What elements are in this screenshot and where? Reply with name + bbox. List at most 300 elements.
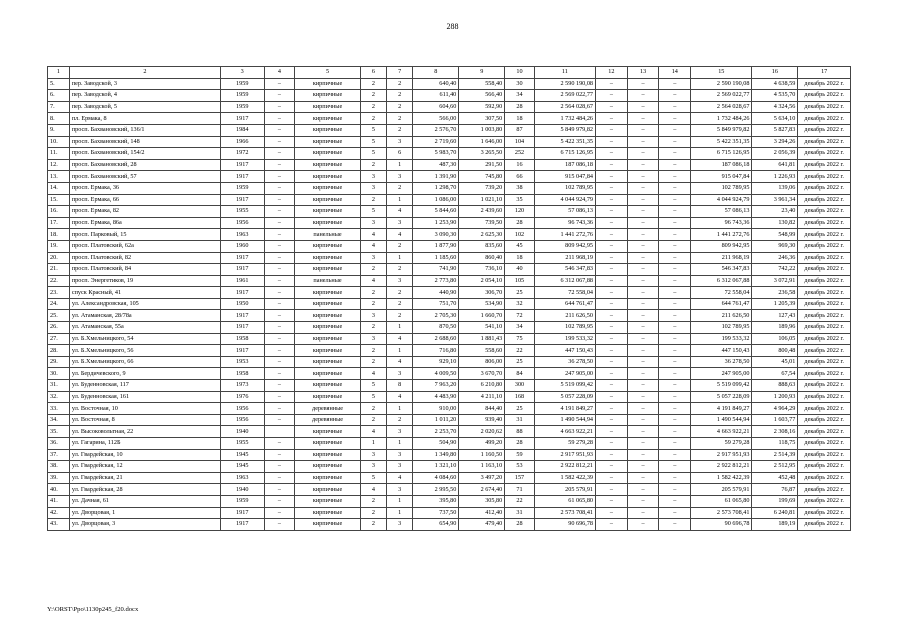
table-row: [48, 345, 851, 357]
table-cell: –: [596, 484, 628, 496]
table-cell: кирпичные: [295, 298, 361, 310]
table-cell: 1960: [220, 240, 264, 252]
table-cell: –: [659, 414, 691, 426]
table-cell: 35.: [48, 426, 70, 438]
table-cell: 30.: [48, 368, 70, 380]
table-cell: 844,40: [459, 403, 505, 415]
table-cell: 8: [387, 380, 413, 392]
table-cell: 860,40: [459, 252, 505, 264]
table-cell: –: [627, 438, 659, 450]
column-header: 9: [459, 67, 505, 79]
table-cell: ул. Бердичевского, 9: [69, 368, 220, 380]
table-cell: кирпичные: [295, 322, 361, 334]
table-row: [48, 113, 851, 125]
table-cell: декабрь 2022 г.: [798, 322, 851, 334]
table-cell: 2: [360, 113, 386, 125]
table-cell: 2: [387, 287, 413, 299]
table-cell: 2: [360, 414, 386, 426]
column-header: 15: [691, 67, 752, 79]
table-cell: 1953: [220, 356, 264, 368]
table-cell: –: [627, 449, 659, 461]
table-cell: 90 696,78: [691, 519, 752, 531]
table-cell: 14.: [48, 182, 70, 194]
table-cell: 2: [360, 101, 386, 113]
table-cell: –: [264, 148, 295, 160]
table-row: [48, 507, 851, 519]
table-cell: кирпичные: [295, 194, 361, 206]
table-cell: –: [627, 171, 659, 183]
table-row: [48, 78, 851, 90]
table-cell: 915 047,84: [534, 171, 595, 183]
table-row: [48, 287, 851, 299]
table-cell: 2 569 022,77: [691, 90, 752, 102]
table-cell: 4 044 924,79: [534, 194, 595, 206]
table-cell: кирпичные: [295, 449, 361, 461]
table-cell: 1: [387, 322, 413, 334]
column-header: 11: [534, 67, 595, 79]
table-cell: кирпичные: [295, 78, 361, 90]
table-cell: 2: [387, 113, 413, 125]
table-row: [48, 356, 851, 368]
table-cell: 32.: [48, 391, 70, 403]
table-cell: 4: [360, 368, 386, 380]
table-cell: просп. Бахвановский, 57: [69, 171, 220, 183]
table-cell: –: [659, 380, 691, 392]
table-cell: 1 877,90: [413, 240, 459, 252]
table-cell: 120: [505, 206, 535, 218]
table-cell: 5: [360, 136, 386, 148]
table-cell: –: [596, 206, 628, 218]
table-row: [48, 229, 851, 241]
table-cell: декабрь 2022 г.: [798, 507, 851, 519]
table-cell: –: [627, 206, 659, 218]
table-cell: декабрь 2022 г.: [798, 78, 851, 90]
table-cell: 2 917 951,93: [691, 449, 752, 461]
table-cell: –: [659, 90, 691, 102]
table-cell: 2: [387, 240, 413, 252]
column-header: 5: [295, 67, 361, 79]
table-cell: –: [596, 391, 628, 403]
table-cell: –: [596, 333, 628, 345]
table-cell: ул. Александровская, 105: [69, 298, 220, 310]
table-cell: кирпичные: [295, 391, 361, 403]
table-row: [48, 403, 851, 415]
table-cell: 12.: [48, 159, 70, 171]
table-cell: 96 743,36: [691, 217, 752, 229]
table-cell: 36.: [48, 438, 70, 450]
table-cell: 447 150,43: [534, 345, 595, 357]
table-cell: декабрь 2022 г.: [798, 356, 851, 368]
table-cell: декабрь 2022 г.: [798, 217, 851, 229]
table-cell: –: [264, 194, 295, 206]
table-cell: декабрь 2022 г.: [798, 206, 851, 218]
table-cell: 546 347,83: [691, 264, 752, 276]
table-cell: –: [264, 519, 295, 531]
table-cell: декабрь 2022 г.: [798, 101, 851, 113]
table-cell: –: [596, 194, 628, 206]
table-cell: панельные: [295, 275, 361, 287]
table-cell: 4 191 849,27: [691, 403, 752, 415]
table-cell: 2: [387, 182, 413, 194]
table-cell: 4: [360, 229, 386, 241]
table-cell: 1: [387, 194, 413, 206]
table-cell: 71: [505, 484, 535, 496]
table-cell: 2 569 022,77: [534, 90, 595, 102]
table-cell: 611,40: [413, 90, 459, 102]
table-cell: 16.: [48, 206, 70, 218]
table-cell: –: [627, 507, 659, 519]
table-cell: 4 084,60: [413, 472, 459, 484]
table-cell: 211 626,50: [534, 310, 595, 322]
table-cell: 2: [360, 159, 386, 171]
table-cell: 800,48: [752, 345, 798, 357]
table-cell: 969,30: [752, 240, 798, 252]
table-cell: –: [627, 391, 659, 403]
table-cell: 102 789,95: [534, 322, 595, 334]
table-cell: 1 582 422,39: [534, 472, 595, 484]
table-cell: 34.: [48, 414, 70, 426]
footer-file-path: Y:\ORST\Ppo\1130p245_f20.docx: [47, 606, 139, 613]
table-cell: 452,48: [752, 472, 798, 484]
column-header: 1: [48, 67, 70, 79]
table-cell: 640,40: [413, 78, 459, 90]
table-cell: 168: [505, 391, 535, 403]
table-cell: 7 963,20: [413, 380, 459, 392]
table-cell: 7.: [48, 101, 70, 113]
table-cell: 57 086,13: [534, 206, 595, 218]
table-cell: –: [264, 507, 295, 519]
table-cell: –: [596, 426, 628, 438]
table-cell: 305,80: [459, 495, 505, 507]
table-cell: –: [596, 368, 628, 380]
table-cell: 72: [505, 310, 535, 322]
table-cell: 20.: [48, 252, 70, 264]
table-cell: 1 086,00: [413, 194, 459, 206]
table-cell: спуск Красный, 41: [69, 287, 220, 299]
table-cell: –: [596, 148, 628, 160]
table-cell: –: [659, 240, 691, 252]
table-cell: 96 743,36: [534, 217, 595, 229]
column-header: 2: [69, 67, 220, 79]
table-cell: –: [659, 252, 691, 264]
table-cell: –: [659, 148, 691, 160]
table-cell: –: [659, 136, 691, 148]
table-cell: –: [596, 182, 628, 194]
table-cell: –: [627, 495, 659, 507]
table-cell: 10.: [48, 136, 70, 148]
table-cell: 739,50: [459, 217, 505, 229]
table-cell: кирпичные: [295, 101, 361, 113]
table-cell: 1945: [220, 449, 264, 461]
table-cell: 1 732 484,26: [534, 113, 595, 125]
table-cell: 4: [387, 229, 413, 241]
table-cell: –: [659, 78, 691, 90]
table-cell: 1917: [220, 507, 264, 519]
table-cell: 736,10: [459, 264, 505, 276]
table-cell: –: [659, 426, 691, 438]
table-cell: 2: [360, 345, 386, 357]
table-cell: 5: [360, 472, 386, 484]
table-cell: 75: [505, 333, 535, 345]
table-cell: 5 827,83: [752, 124, 798, 136]
column-header: 6: [360, 67, 386, 79]
table-cell: 28: [505, 217, 535, 229]
table-cell: 57 086,13: [691, 206, 752, 218]
table-cell: 1 441 272,76: [534, 229, 595, 241]
table-cell: –: [627, 124, 659, 136]
table-cell: просп. Ермака, 86а: [69, 217, 220, 229]
table-cell: 447 150,43: [691, 345, 752, 357]
table-cell: 39.: [48, 472, 70, 484]
table-cell: –: [264, 356, 295, 368]
table-cell: 4 191 849,27: [534, 403, 595, 415]
table-cell: ул. Б.Хмельницкого, 66: [69, 356, 220, 368]
table-cell: –: [627, 252, 659, 264]
table-cell: 5 422 351,35: [534, 136, 595, 148]
table-cell: 1917: [220, 322, 264, 334]
table-cell: –: [264, 78, 295, 90]
table-cell: 2 573 708,41: [534, 507, 595, 519]
table-cell: 18: [505, 252, 535, 264]
table-cell: 4 638,59: [752, 78, 798, 90]
table-cell: 34: [505, 322, 535, 334]
table-cell: 61 065,80: [691, 495, 752, 507]
table-cell: ул. Восточная, 8: [69, 414, 220, 426]
table-cell: –: [627, 229, 659, 241]
table-cell: –: [627, 310, 659, 322]
table-cell: декабрь 2022 г.: [798, 159, 851, 171]
table-row: [48, 426, 851, 438]
table-cell: 4: [387, 206, 413, 218]
table-cell: 2 253,70: [413, 426, 459, 438]
table-cell: –: [264, 90, 295, 102]
table-cell: –: [627, 101, 659, 113]
table-cell: 3: [387, 171, 413, 183]
table-cell: –: [596, 90, 628, 102]
table-cell: пл. Ермака, 8: [69, 113, 220, 125]
table-cell: 28: [505, 438, 535, 450]
table-cell: 1917: [220, 264, 264, 276]
table-cell: 5: [360, 380, 386, 392]
table-cell: 2 056,39: [752, 148, 798, 160]
table-cell: 487,30: [413, 159, 459, 171]
table-cell: 741,90: [413, 264, 459, 276]
table-cell: ул. Дачная, 61: [69, 495, 220, 507]
table-cell: –: [596, 264, 628, 276]
table-cell: 1 490 544,94: [534, 414, 595, 426]
table-cell: 870,50: [413, 322, 459, 334]
table-cell: декабрь 2022 г.: [798, 171, 851, 183]
table-cell: –: [659, 194, 691, 206]
table-cell: 1955: [220, 438, 264, 450]
buildings-table: [47, 66, 851, 531]
table-cell: 189,19: [752, 519, 798, 531]
table-cell: 5 849 979,82: [691, 124, 752, 136]
table-row: [48, 438, 851, 450]
table-cell: 205 579,91: [691, 484, 752, 496]
table-cell: 4 663 922,21: [691, 426, 752, 438]
table-cell: кирпичные: [295, 380, 361, 392]
table-cell: –: [264, 414, 295, 426]
table-cell: –: [596, 310, 628, 322]
table-cell: –: [264, 287, 295, 299]
table-row: [48, 101, 851, 113]
table-cell: –: [264, 159, 295, 171]
table-cell: 102: [505, 229, 535, 241]
table-cell: 1: [387, 159, 413, 171]
table-cell: 809 942,95: [691, 240, 752, 252]
table-cell: декабрь 2022 г.: [798, 252, 851, 264]
table-cell: кирпичные: [295, 113, 361, 125]
table-cell: 211 968,19: [691, 252, 752, 264]
table-cell: декабрь 2022 г.: [798, 438, 851, 450]
table-row: [48, 124, 851, 136]
table-cell: 1 003,80: [459, 124, 505, 136]
table-cell: 211 626,50: [691, 310, 752, 322]
table-cell: –: [264, 240, 295, 252]
table-cell: –: [659, 495, 691, 507]
table-cell: кирпичные: [295, 217, 361, 229]
table-cell: 395,80: [413, 495, 459, 507]
table-cell: кирпичные: [295, 356, 361, 368]
table-cell: 40.: [48, 484, 70, 496]
table-cell: ул. Буденновская, 117: [69, 380, 220, 392]
table-cell: кирпичные: [295, 287, 361, 299]
table-cell: 2: [360, 194, 386, 206]
table-cell: кирпичные: [295, 171, 361, 183]
table-cell: 26.: [48, 322, 70, 334]
table-cell: 22: [505, 495, 535, 507]
table-cell: декабрь 2022 г.: [798, 449, 851, 461]
table-cell: декабрь 2022 г.: [798, 287, 851, 299]
table-cell: ул. Высоковольтная, 22: [69, 426, 220, 438]
table-cell: –: [596, 78, 628, 90]
table-cell: –: [596, 240, 628, 252]
table-cell: 1940: [220, 484, 264, 496]
table-row: [48, 171, 851, 183]
table-cell: 1 205,39: [752, 298, 798, 310]
table-cell: декабрь 2022 г.: [798, 495, 851, 507]
table-cell: 15.: [48, 194, 70, 206]
table-cell: 247 905,00: [534, 368, 595, 380]
table-cell: 40: [505, 264, 535, 276]
table-cell: ул. Буденновская, 161: [69, 391, 220, 403]
table-cell: 3 497,20: [459, 472, 505, 484]
table-cell: –: [596, 298, 628, 310]
table-cell: 2 922 812,21: [534, 461, 595, 473]
table-cell: 87: [505, 124, 535, 136]
table-cell: –: [627, 472, 659, 484]
table-cell: –: [596, 275, 628, 287]
table-cell: –: [264, 182, 295, 194]
table-cell: просп. Ермака, 66: [69, 194, 220, 206]
table-cell: –: [264, 472, 295, 484]
table-cell: 6 715 126,95: [691, 148, 752, 160]
table-cell: –: [627, 403, 659, 415]
table-cell: 1 321,10: [413, 461, 459, 473]
table-cell: –: [596, 356, 628, 368]
table-cell: 1 441 272,76: [691, 229, 752, 241]
table-cell: 1917: [220, 310, 264, 322]
table-cell: –: [627, 194, 659, 206]
table-row: [48, 368, 851, 380]
table-cell: 2: [360, 519, 386, 531]
table-cell: 1963: [220, 229, 264, 241]
table-cell: декабрь 2022 г.: [798, 124, 851, 136]
table-cell: –: [659, 182, 691, 194]
table-cell: кирпичные: [295, 310, 361, 322]
table-cell: 546 347,83: [534, 264, 595, 276]
table-cell: 1: [387, 507, 413, 519]
table-cell: –: [264, 438, 295, 450]
table-cell: 2 917 951,93: [534, 449, 595, 461]
table-cell: 3 961,34: [752, 194, 798, 206]
table-cell: 2 674,40: [459, 484, 505, 496]
table-cell: –: [627, 113, 659, 125]
table-cell: кирпичные: [295, 333, 361, 345]
table-cell: 412,40: [459, 507, 505, 519]
table-cell: 88: [505, 426, 535, 438]
table-cell: –: [659, 356, 691, 368]
table-cell: 1956: [220, 414, 264, 426]
table-cell: 2 054,10: [459, 275, 505, 287]
table-cell: 939,40: [459, 414, 505, 426]
table-header-row: [48, 67, 851, 79]
table-cell: 1 881,43: [459, 333, 505, 345]
table-cell: –: [627, 380, 659, 392]
table-cell: –: [627, 484, 659, 496]
table-cell: 45: [505, 240, 535, 252]
table-cell: 4 009,50: [413, 368, 459, 380]
table-row: [48, 206, 851, 218]
table-cell: кирпичные: [295, 472, 361, 484]
table-cell: 22: [505, 345, 535, 357]
table-cell: 1956: [220, 217, 264, 229]
table-cell: кирпичные: [295, 148, 361, 160]
table-cell: ул. Гвардейская, 28: [69, 484, 220, 496]
table-cell: –: [264, 368, 295, 380]
table-cell: 4: [387, 356, 413, 368]
column-header: 4: [264, 67, 295, 79]
table-cell: 11.: [48, 148, 70, 160]
table-cell: 910,00: [413, 403, 459, 415]
table-cell: 5 634,10: [752, 113, 798, 125]
table-cell: –: [627, 519, 659, 531]
table-cell: 1 200,93: [752, 391, 798, 403]
table-cell: ул. Атаманская, 55а: [69, 322, 220, 334]
table-cell: 558,40: [459, 78, 505, 90]
table-cell: 38.: [48, 461, 70, 473]
table-cell: просп. Ермака, 82: [69, 206, 220, 218]
table-cell: –: [596, 159, 628, 171]
table-cell: –: [264, 298, 295, 310]
table-cell: 2: [360, 298, 386, 310]
table-cell: 102 789,95: [691, 322, 752, 334]
table-row: [48, 159, 851, 171]
table-cell: 6.: [48, 90, 70, 102]
table-cell: 809 942,95: [534, 240, 595, 252]
table-cell: 2 625,30: [459, 229, 505, 241]
table-cell: 1: [387, 403, 413, 415]
table-cell: –: [627, 414, 659, 426]
table-cell: 1959: [220, 495, 264, 507]
table-cell: 641,81: [752, 159, 798, 171]
table-cell: 3: [387, 519, 413, 531]
table-cell: –: [659, 391, 691, 403]
table-row: [48, 495, 851, 507]
table-row: [48, 414, 851, 426]
table-cell: 4: [387, 472, 413, 484]
